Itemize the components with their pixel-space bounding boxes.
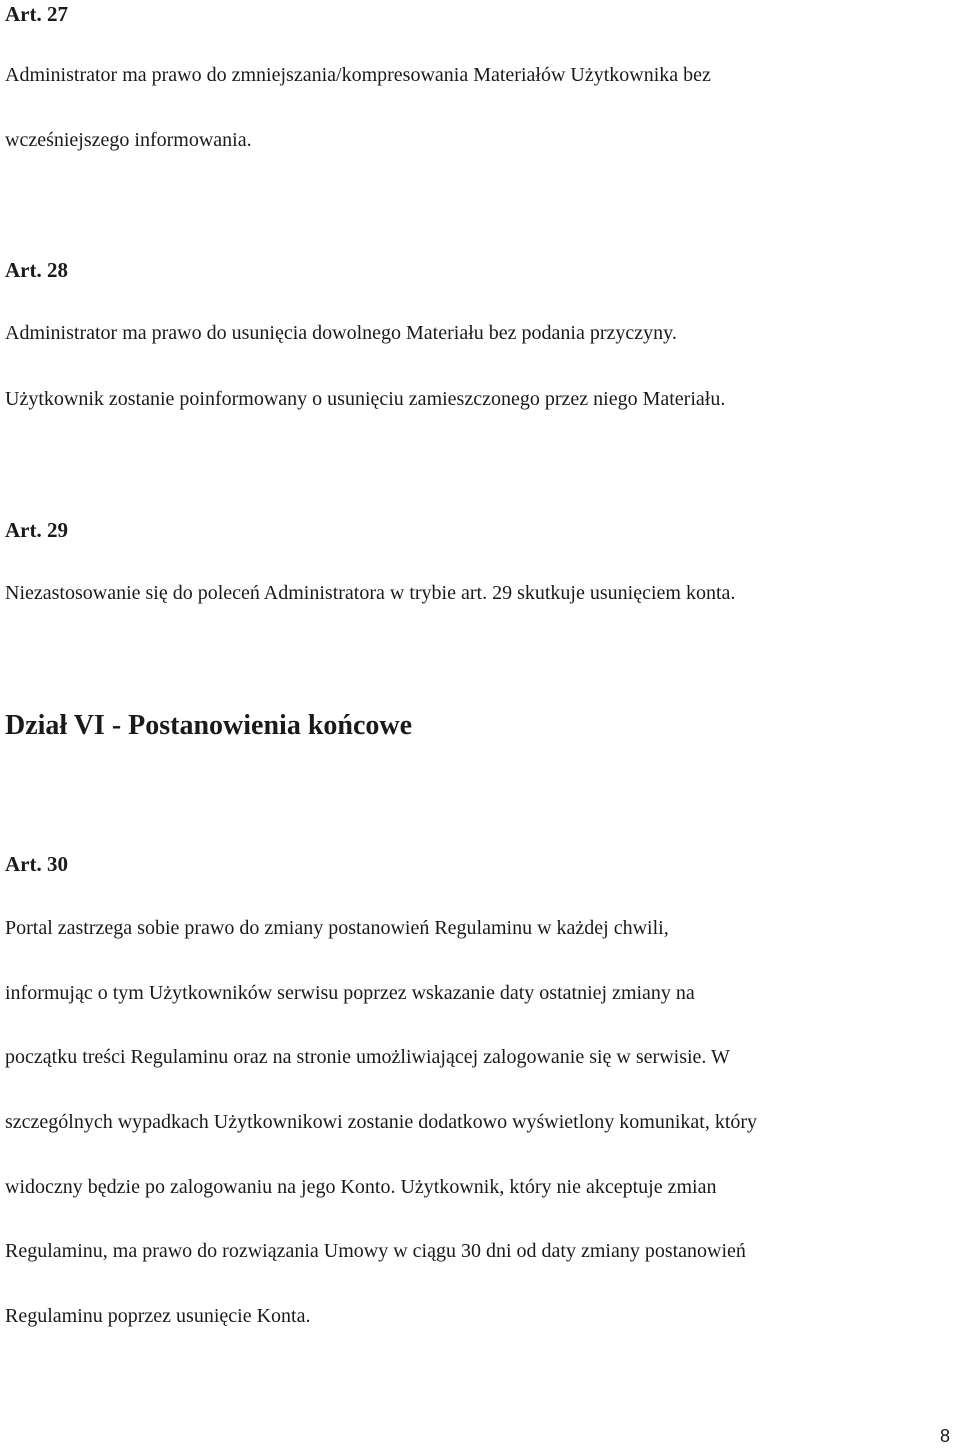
article-30-line-1: Portal zastrzega sobie prawo do zmiany postanowień Regulaminu w każdej chwili, [5,917,669,939]
page-number: 8 [939,1426,950,1446]
article-28-heading: Art. 28 [5,258,68,282]
article-30-line-6: Regulaminu, ma prawo do rozwiązania Umowy w ciągu 30 dni od daty zmiany postanowień [5,1240,746,1262]
article-29-heading: Art. 29 [5,518,68,542]
article-28-line-1: Administrator ma prawo do usunięcia dowolnego Materiału bez podania przyczyny. [5,322,677,344]
article-30-line-4: szczególnych wypadkach Użytkownikowi zostanie dodatkowo wyświetlony komunikat, który [5,1111,758,1133]
article-30-line-3: początku treści Regulaminu oraz na stronie umożliwiającej zalogowanie się w serwisie. W [5,1046,730,1068]
section-heading: Dział VI - Postanowienia końcowe [5,710,413,741]
article-29-line-1: Niezastosowanie się do poleceń Administratora w trybie art. 29 skutkuje usunięciem konta. [5,582,736,604]
article-30-line-5: widoczny będzie po zalogowaniu na jego Konto. Użytkownik, który nie akceptuje zmian [5,1176,717,1198]
article-27-line-2: wcześniejszego informowania. [5,129,252,151]
article-27-line-1: Administrator ma prawo do zmniejszania/kompresowania Materiałów Użytkownika bez [5,64,711,86]
article-27-heading: Art. 27 [5,2,68,26]
article-28-line-2: Użytkownik zostanie poinformowany o usunięciu zamieszczonego przez niego Materiału. [5,388,726,410]
article-30-line-2: informując o tym Użytkowników serwisu poprzez wskazanie daty ostatniej zmiany na [5,982,695,1004]
article-30-heading: Art. 30 [5,852,68,876]
article-30-line-7: Regulaminu poprzez usunięcie Konta. [5,1305,311,1327]
